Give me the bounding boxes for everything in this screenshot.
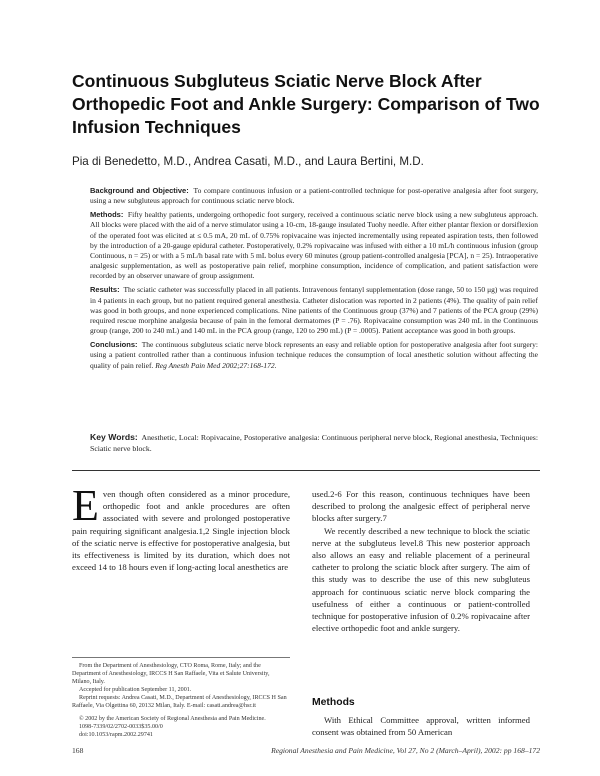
abstract-divider: [72, 470, 540, 471]
keywords-text: Anesthetic, Local: Ropivacaine, Postoperative analgesia: Continuous peripheral nerve block, Regional anesthesia, Techniques: Sciatic nerve block.: [90, 433, 539, 453]
methods-paragraph: With Ethical Committee approval, written informed consent was obtained from 50 American: [312, 715, 530, 738]
abstract-results: [90, 285, 538, 336]
drop-cap: E: [72, 481, 99, 530]
body-column-right: [312, 488, 530, 634]
methods-heading: Methods: [312, 697, 355, 708]
footnote-issn: 1098-7339/02/2702-0033$35.00/0: [79, 723, 163, 730]
abstract-background: [90, 186, 538, 206]
abstract-background-text: To compare continuous infusion or a patient-controlled technique for post-operative analgesia after foot surgery, using a new subgluteus approach for continuous sciatic nerve block.: [90, 186, 538, 206]
abstract-results-text: The sciatic catheter was successfully placed in all patients. Intravenous fentanyl supplementation (dose range, 50 to 150 μg) was required in 4 patients in each group, but no patient required general anesthesia. Catheter dislocation was reported in 2 patients (4%). The quality of pain relief was good in both groups, and none experienced complications. Nine patients of the Continuous group (37%) and 7 patients of the PCA group (29%) required rescue morphine analgesia because of pain in the femoral dermatomes (P = .76). Ropivacaine consumption was 240 mL in the Continuous group (range, 200 to 240 mL) and 140 mL in the PCA group (range, 120 to 290 mL) (P = .0005). Patient acceptance was good in both groups.: [90, 285, 538, 336]
abstract-results-label: Results:: [90, 285, 120, 295]
footnotes: [72, 662, 290, 739]
page-number: 168: [72, 746, 84, 755]
footnote-doi: doi:10.1053/rapm.2002.29741: [79, 731, 153, 738]
intro-paragraph: [72, 481, 290, 573]
abstract: [90, 186, 538, 375]
keywords-label: Key Words:: [90, 432, 138, 442]
footnote-accepted: Accepted for publication September 11, 2001.: [79, 687, 192, 694]
abstract-citation: Reg Anesth Pain Med 2002;27:168-172.: [155, 360, 277, 370]
footnote-copyright: © 2002 by the American Society of Regional Anesthesia and Pain Medicine.: [79, 715, 266, 722]
abstract-methods: [90, 210, 538, 281]
abstract-methods-text: Fifty healthy patients, undergoing orthopedic foot surgery, received a continuous sciatic nerve block using a new subgluteus approach. All blocks were placed with the aid of a nerve stimulator using a 10-cm, 18-gauge insulated Tuohy needle. After either plantar flexion or dorsiflexion of the operated foot was elicited at ≤ 0.5 mA, 20 mL of 0.75% ropivacaine was injected incrementally using repeated aspiration tests, then followed by the introduction of a 20-gauge epidural catheter. Postoperatively, 0.2% ropivacaine was infused with either a 10 mL/h continuous infusion (group Continuous, n = 25) or with a 5 mL/h basal rate with 5 mL bolus every 60 minutes (group patient-controlled analgesia [PCA], n = 25). Intraoperative analgesic supplementation, as well as postoperative pain relief, morphine consumption, incidence of complication, and patient satisfaction were recorded by an observer unaware of group assignment.: [90, 210, 539, 281]
body-column-left: [72, 481, 290, 573]
author-list: Pia di Benedetto, M.D., Andrea Casati, M.D., and Laura Bertini, M.D.: [72, 155, 424, 168]
intro-text: ven though often considered as a minor procedure, orthopedic foot and ankle procedures are often associated with severe and prolonged postoperative pain requiring significant analgesia.1,2 Single injection block of the sciatic nerve is effective for postoperative analgesia, but its effectiveness is limited by its duration, which does not exceed 14 to 18 hours even if long-acting local anesthetics are: [72, 489, 290, 573]
keywords: [90, 432, 538, 454]
intro-continued: used.2-6 For this reason, continuous techniques have been described to prolong the analgesic effect of peripheral nerve blocks after surgery.7: [312, 489, 530, 524]
abstract-conclusions-text: The continuous subgluteus sciatic nerve block represents an easy and reliable option for postoperative analgesia after foot surgery: using a patient controlled rather than a continuous infusion technique reduces the consumption of local anesthetic solution without affecting the quality of pain relief.: [90, 340, 538, 370]
footnote-divider: [72, 657, 290, 658]
abstract-conclusions: [90, 340, 538, 371]
footnote-affiliation: From the Department of Anesthesiology, CTO Roma, Rome, Italy; and the Department of Anesthesiology, IRCCS H San Raffaele, Vita et Salute University, Milano, Italy.: [72, 663, 270, 686]
footnote-reprints: Reprint requests: Andrea Casati, M.D., Department of Anesthesiology, IRCCS H San Raffaele, Via Olgettina 60, 20132 Milan, Italy. E-mail: casati.andrea@hsr.it: [72, 695, 287, 710]
intro-paragraph-2: We recently described a new technique to block the sciatic nerve at the subgluteus level.8 This new posterior approach also allows an easy and reliable placement of a perineural catheter to prolong the sciatic block after surgery. The aim of this study was to describe the use of this new subgluteus approach for continuous sciatic nerve block comparing the usefulness of either a continuous or patient-controlled technique for postoperative infusion of 0.2% ropivacaine after elective orthopedic foot and ankle surgery.: [312, 525, 530, 634]
abstract-background-label: Background and Objective:: [90, 186, 189, 195]
abstract-conclusions-label: Conclusions:: [90, 340, 138, 350]
journal-reference: Regional Anesthesia and Pain Medicine, Vol 27, No 2 (March–April), 2002: pp 168–172: [271, 746, 540, 755]
article-title: Continuous Subgluteus Sciatic Nerve Block After Orthopedic Foot and Ankle Surgery: Comparison of Two Infusion Techniques: [72, 71, 540, 137]
abstract-methods-label: Methods:: [90, 210, 124, 220]
